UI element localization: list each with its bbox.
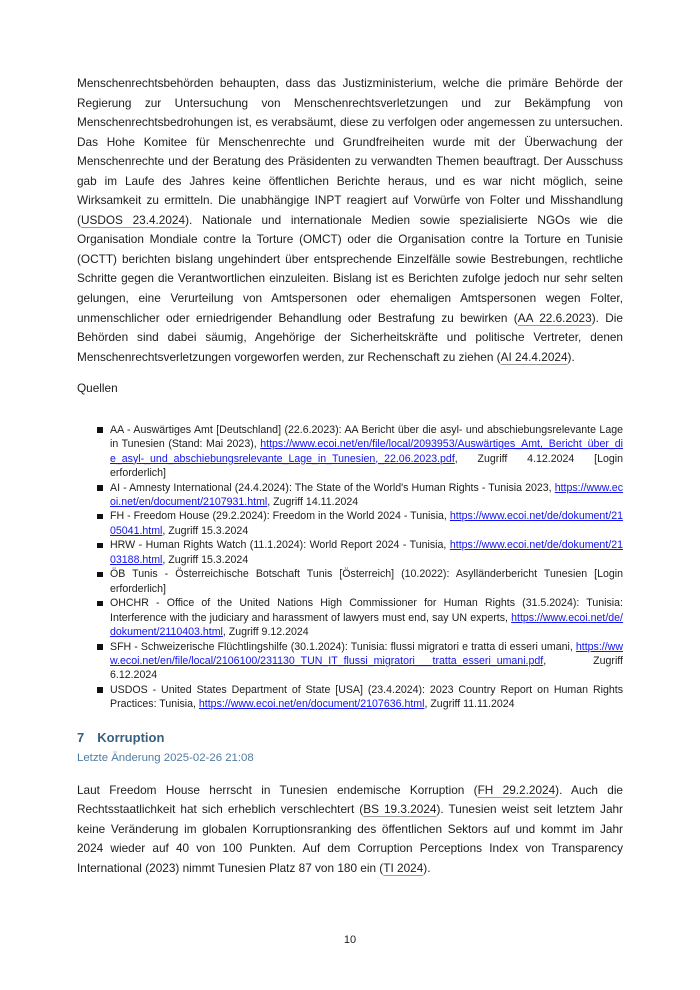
paragraph-text: ).	[423, 861, 431, 875]
source-text: , Zugriff 4.12.2024 [Login erforderlich]	[110, 452, 623, 480]
paragraph-text: ). Nationale und internationale Medien sowie spezialisierte NGOs wie die Organisation Mondiale contre la Torture (OMCT) oder die Organisation contre la Torture en Tunisie (OCTT) berichten bislang ungehindert über entsprechende Einzelfälle sowie Bestrebungen, rechtliche Schritte gegen die Verantwortlichen einzuleiten. Bislang ist es Berichten zufolge jedoch nur sehr selten gelungen, eine Verurteilung von Amtspersonen oder ehemaligen Amtspersonen wegen Folter, unmenschlicher oder erniedrigender Behandlung oder Bestrafung zu bewirken (	[77, 212, 623, 325]
source-url-link[interactable]: https://www.ecoi.net/de/dokument/2103188.html	[110, 539, 623, 566]
paragraph-text: ). Die Behörden sind dabei säumig, Angehörige der Sicherheitskräfte und politische Vertreter, denen Menschenrechtsverletzungen vorgeworfen werden, zur Rechenschaft zu ziehen (	[77, 310, 623, 364]
section-number: 7	[77, 729, 85, 745]
bullet-square-icon	[97, 543, 103, 549]
source-text: HRW - Human Rights Watch (11.1.2024): World Report 2024 - Tunisia,	[110, 539, 450, 552]
source-url-link[interactable]: https://www.ecoi.net/en/file/local/2093953/Auswärtiges_Amt,_Bericht_über_die_asyl-_und_abschiebungsrelevante_Lage_in_Tunesien,_22.06.2023.pdf	[110, 438, 623, 465]
source-item-fh	[97, 509, 623, 538]
source-text: USDOS - United States Department of State [USA] (23.4.2024): 2023 Country Report on Human Rights Practices: Tunisia,	[110, 683, 623, 711]
sources-heading: Quellen	[77, 381, 118, 396]
bullet-square-icon	[97, 687, 103, 693]
source-text: , Zugriff 9.12.2024	[222, 626, 309, 639]
source-text: AA - Auswärtiges Amt [Deutschland] (22.6.2023): AA Bericht über die asyl- und abschiebungsrelevante Lage in Tunesien (Stand: Mai 2023),	[110, 423, 623, 451]
source-url-link[interactable]: https://www.ecoi.net/en/document/2107636.html	[198, 698, 425, 711]
citation-link-usdos[interactable]: USDOS 23.4.2024	[80, 212, 186, 227]
source-text: , Zugriff 6.12.2024	[110, 655, 623, 682]
source-url-link[interactable]: https://www.ecoi.net/en/document/2107931.html	[110, 481, 623, 509]
sources-list	[97, 423, 623, 712]
source-text: AI - Amnesty International (24.4.2024): The State of the World's Human Rights - Tunisia 2023,	[110, 481, 555, 494]
citation-link-aa[interactable]: AA 22.6.2023	[517, 310, 592, 325]
paragraph-text: ). Tunesien weist seit letztem Jahr keine Veränderung im globalen Korruptionsranking des öffentlichen Sektors auf und kommt im Jahr 2024 wieder auf 40 von 100 Punkten. Auf dem Corruption Perceptions Index von Transparency International (2023) nimmt Tunesien Platz 87 von 180 ein (	[77, 802, 623, 875]
source-item-ohchr	[97, 596, 623, 639]
bullet-square-icon	[97, 601, 103, 607]
bullet-square-icon	[97, 427, 103, 433]
paragraph-text: Laut Freedom House herrscht in Tunesien endemische Korruption (	[77, 782, 478, 797]
section-heading-korruption	[77, 730, 623, 746]
source-item-sfh	[97, 640, 623, 683]
source-url-link[interactable]: https://www.ecoi.net/de/dokument/2105041.html	[110, 510, 623, 537]
source-url-link[interactable]: https://www.ecoi.net/en/file/local/2106100/231130_TUN_IT_flussi_migratori___tratta_esseri_umani.pdf	[110, 640, 623, 667]
citation-link-fh[interactable]: FH 29.2.2024	[477, 782, 556, 797]
source-text: ÖB Tunis - Österreichische Botschaft Tunis [Österreich] (10.2022): Asylländerbericht Tunesien [Login erforderlich]	[110, 568, 623, 595]
source-item-aa	[97, 423, 623, 481]
source-text: FH - Freedom House (29.2.2024): Freedom in the World 2024 - Tunisia,	[110, 510, 450, 523]
source-text: , Zugriff 15.3.2024	[162, 553, 249, 566]
source-item-hrw	[97, 538, 623, 567]
source-item-usdos	[97, 683, 623, 712]
paragraph-text: ).	[567, 349, 575, 364]
bullet-square-icon	[97, 644, 103, 650]
paragraph-text: Menschenrechtsbehörden behaupten, dass das Justizministerium, welche die primäre Behörde der Regierung zur Untersuchung von Menschenrechtsverletzungen und zur Bekämpfung von Menschenrechtsbedrohungen ist, es verabsäumt, diese zu verfolgen oder angemessen zu untersuchen. Das Hohe Komitee für Menschenrechte und Grundfreiheiten wurde mit der Überwachung der Menschenrechte und der Beratung des Präsidenten zu verwandten Themen beauftragt. Der Ausschuss gab im Laufe des Jahres keine öffentlichen Berichte heraus, und es war nicht möglich, seine Wirksamkeit zu ermitteln. Die unabhängige INPT reagiert auf Vorwürfe von Folter und Misshandlung (	[77, 76, 623, 227]
bullet-square-icon	[97, 572, 103, 578]
source-text: , Zugriff 14.11.2024	[267, 496, 359, 509]
source-text: , Zugriff 15.3.2024	[162, 524, 249, 537]
page-number: 10	[343, 934, 357, 946]
bullet-square-icon	[97, 485, 103, 491]
source-item-oeb-tunis	[97, 567, 623, 596]
last-change-timestamp: Letzte Änderung 2025-02-26 21:08	[77, 751, 254, 764]
section-title: Korruption	[97, 729, 165, 745]
bullet-square-icon	[97, 514, 103, 520]
source-url-link[interactable]: https://www.ecoi.net/de/dokument/2110403.html	[110, 611, 623, 639]
source-item-ai	[97, 481, 623, 510]
paragraph-text: ). Auch die Rechtsstaatlichkeit hat sich erheblich verschlechtert (	[77, 782, 623, 817]
source-text: SFH - Schweizerische Flüchtlingshilfe (30.1.2024): Tunisia: flussi migratori e tratta di esseri umani,	[110, 640, 576, 653]
source-text: , Zugriff 11.11.2024	[424, 698, 515, 711]
citation-link-ti[interactable]: TI 2024	[383, 861, 424, 875]
citation-link-ai[interactable]: AI 24.4.2024	[500, 349, 568, 364]
paragraph-human-rights-bodies	[77, 74, 623, 367]
source-text: OHCHR - Office of the United Nations High Commissioner for Human Rights (31.5.2024): Tunisia: Interference with the judiciary and harassment of lawyers must end, say UN experts,	[110, 597, 623, 624]
citation-link-bs[interactable]: BS 19.3.2024	[363, 802, 437, 817]
paragraph-korruption	[77, 781, 623, 879]
page-content	[77, 74, 623, 879]
